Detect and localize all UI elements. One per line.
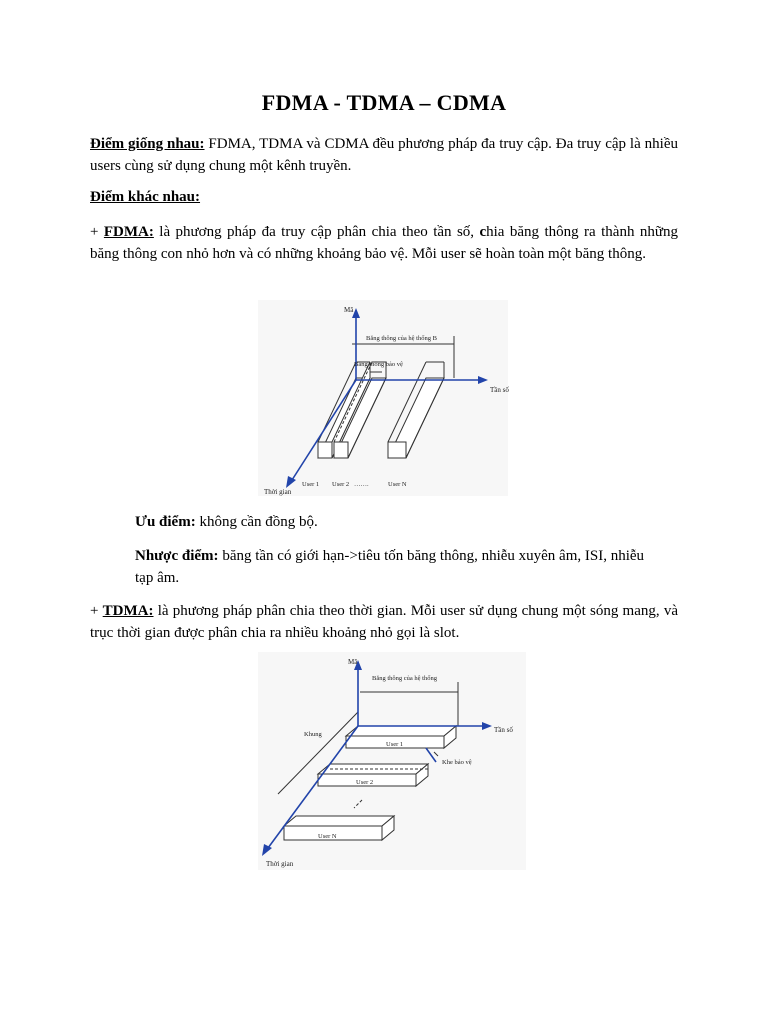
fdma-disadvantage-text: băng tần có giới hạn->tiêu tốn băng thông, nhiễu xuyên âm, ISI, nhiễu tạp âm. bbox=[135, 548, 645, 586]
fdma-z-label: Thời gian bbox=[264, 488, 292, 496]
fdma-dots-label: ……. bbox=[354, 481, 369, 488]
differences-label: Điểm khác nhau: bbox=[90, 189, 201, 205]
tdma-y-label: Mã bbox=[348, 658, 358, 666]
fdma-guard-label: Băng thông bảo vệ bbox=[354, 361, 403, 368]
fdma-disadvantage-label: Nhược điểm: bbox=[135, 548, 219, 564]
fdma-diagram bbox=[258, 300, 508, 496]
tdma-userN-top bbox=[284, 816, 394, 826]
fdma-userN-label: User N bbox=[388, 481, 407, 488]
tdma-guard-label: Khe bảo vệ bbox=[442, 759, 472, 766]
differences-heading bbox=[90, 186, 678, 208]
fdma-advantage bbox=[135, 511, 655, 533]
tdma-x-label: Tần số bbox=[494, 726, 513, 734]
tdma-prefix: + bbox=[90, 603, 103, 619]
fdma-advantage-label: Ưu điểm: bbox=[135, 514, 196, 530]
similarities-paragraph bbox=[90, 133, 678, 177]
fdma-paragraph bbox=[90, 221, 678, 265]
page-title: FDMA - TDMA – CDMA bbox=[261, 90, 507, 115]
tdma-system-bw-label: Băng thông của hệ thống bbox=[372, 675, 437, 682]
fdma-user1-front bbox=[318, 442, 332, 458]
fdma-text-a: là phương pháp đa truy cập phân chia theo tần số, bbox=[153, 224, 480, 240]
similarities-text: FDMA, TDMA và CDMA đều phương pháp đa truy cập. Đa truy cập là nhiều users cùng sử dụng chung một kênh truyền. bbox=[90, 136, 678, 174]
fdma-system-bw-label: Băng thông của hệ thống B bbox=[366, 335, 437, 342]
fdma-x-label: Tần số bbox=[490, 386, 509, 394]
tdma-paragraph bbox=[90, 600, 678, 644]
fdma-text-b: hia băng thông ra thành những băng thông con nhỏ hơn và có những khoảng bảo vệ. Mỗi user sẽ hoàn toàn một băng thông. bbox=[90, 224, 678, 262]
fdma-text-c: c bbox=[479, 224, 487, 240]
fdma-label: FDMA: bbox=[103, 224, 154, 240]
fdma-user2-label: User 2 bbox=[332, 481, 350, 488]
similarities-label: Điểm giống nhau: bbox=[90, 136, 205, 152]
fdma-diagram-bg bbox=[258, 300, 508, 496]
fdma-user2-front bbox=[334, 442, 348, 458]
tdma-user1-label: User 1 bbox=[386, 741, 404, 748]
fdma-disadvantage bbox=[135, 545, 655, 589]
tdma-z-label: Thời gian bbox=[266, 860, 294, 868]
tdma-label: TDMA: bbox=[102, 603, 154, 619]
tdma-user2-label: User 2 bbox=[356, 779, 374, 786]
tdma-user1-top bbox=[346, 726, 456, 736]
fdma-y-label: Mã bbox=[344, 306, 354, 314]
tdma-text: là phương pháp phân chia theo thời gian. Mỗi user sử dụng chung một sóng mang, và trục thời gian được phân chia ra nhiều khoảng nhỏ gọi là slot. bbox=[90, 603, 678, 641]
tdma-frame-label: Khung bbox=[304, 731, 322, 738]
fdma-prefix: + bbox=[90, 224, 104, 240]
fdma-userN-front bbox=[388, 442, 406, 458]
tdma-userN-label: User N bbox=[318, 833, 337, 840]
fdma-user1-label: User 1 bbox=[302, 481, 320, 488]
fdma-advantage-text: không cần đồng bộ. bbox=[195, 514, 318, 530]
tdma-diagram bbox=[258, 652, 526, 870]
